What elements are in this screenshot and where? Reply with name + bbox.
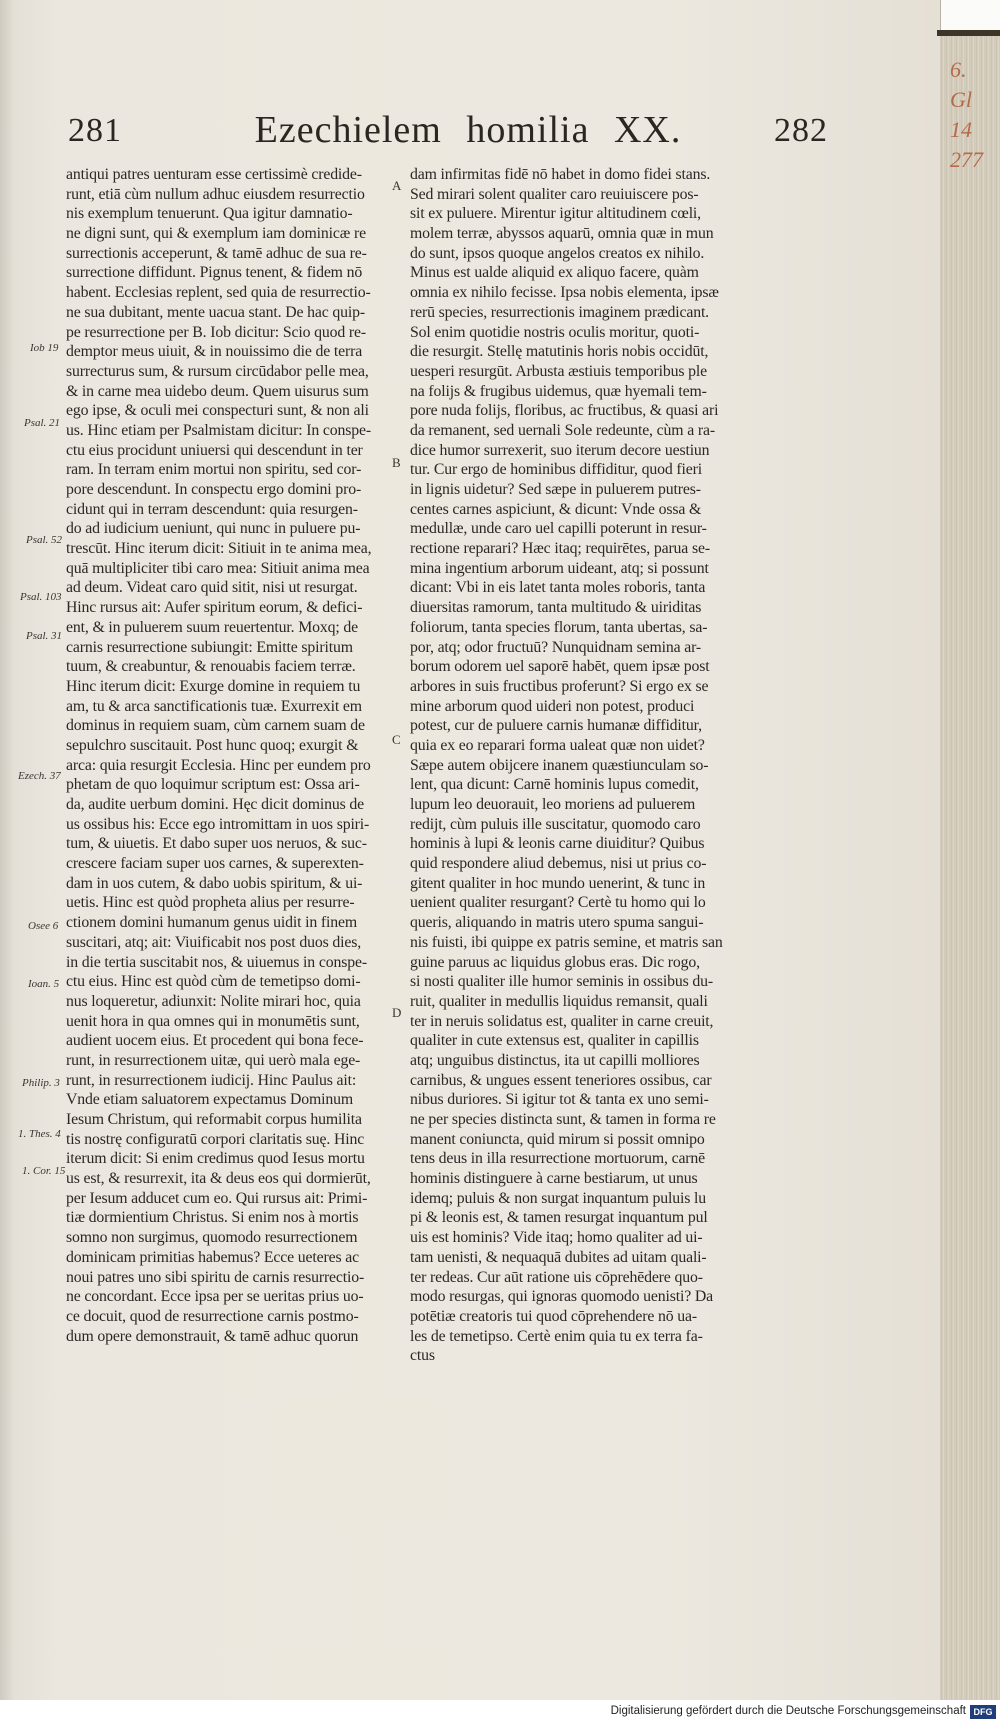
text-line: omnia ex nihilo fecisse. Ipsa nobis elementa, ipsæ (410, 284, 719, 302)
text-line: crescere faciam super uos carnes, & superexten- (66, 855, 364, 873)
text-line: in die tertia suscitabit nos, & uiuemus in conspe- (66, 953, 367, 971)
text-line: ctionem domini humanum genus uidit in finem (66, 914, 358, 932)
text-line: guine paruus ac liquidus globus eras. Dic rogo, (410, 953, 700, 971)
text-line: carnibus, & ungues essent teneriores ossibus, car (410, 1071, 712, 1089)
text-line: Vnde etiam saluatorem expectamus Dominum (66, 1091, 354, 1109)
text-line: tuum, & creabuntur, & renouabis faciem terræ. (66, 658, 356, 676)
margin-note: Ioan. 5 (28, 978, 60, 990)
text-line: modo resurgas, qui ignoras quomodo uenisti? Da (410, 1288, 713, 1306)
text-line: ego ipse, & oculi mei conspecturi sunt, & non ali (66, 402, 369, 420)
text-line: ad deum. Videat caro quid sitit, nisi ut resurgat. (66, 579, 358, 597)
text-line: Hinc iterum dicit: Exurge domine in requiem tu (66, 677, 361, 695)
text-line: dice humor surrexerit, suo iterum decore uestiun (410, 441, 710, 459)
text-line: demptor meus uiuit, & in nouissimo die de terra (66, 343, 363, 361)
text-line: dicant: Vbi in eis latet tanta moles roboris, tanta (410, 579, 706, 597)
text-line: lupum leo deuorauit, leo moriens ad puluerem (410, 796, 696, 813)
text-line: cidunt qui in terram descendunt: quia resurgen- (66, 500, 358, 518)
text-line: arbores in suis fructibus proferunt? Si ergo ex se (410, 677, 709, 695)
funding-credit: Digitalisierung gefördert durch die Deutsche Forschungsgemeinschaft (610, 1705, 966, 1717)
text-line: manent coniuncta, quid mirum si possit omnipo (410, 1130, 705, 1148)
text-line: pi & leonis est, & tamen resurgat inquantum pul (410, 1209, 708, 1227)
text-line: audient uocem eius. Et procedent qui bona fece- (66, 1032, 364, 1050)
text-line: gitent qualiter in hoc mundo uenerint, & tunc in (410, 874, 706, 892)
text-line: ne per species distincta sunt, & tamen in forma re (410, 1111, 716, 1128)
text-line: dum opere demonstrauit, & tamē adhuc quorun (66, 1327, 359, 1345)
text-line: tens deus in illa resurrectione mortuorum, carnē (410, 1150, 706, 1168)
text-line: nus loqueretur, adiunxit: Nolite mirari hoc, quia (66, 992, 361, 1010)
margin-note: 1. Cor. 15 (22, 1165, 66, 1177)
text-line: ter in neruis solidatus est, qualiter in carne creuit, (410, 1012, 714, 1030)
text-line: ctu eius. Hinc est quòd cùm de temetipso domi- (66, 973, 361, 991)
running-header (68, 109, 828, 160)
section-letter: D (392, 1005, 402, 1020)
text-line: potest, cur de puluere carnis humanæ diffiditur, (410, 717, 702, 735)
text-line: arca: quia resurgit Ecclesia. Hinc per eundem pro (66, 756, 371, 774)
text-line: noui patres uno sibi spiritu de carnis resurrectio- (66, 1268, 365, 1286)
text-line: quā multipliciter tibi caro mea: Sitiuit anima mea (66, 559, 370, 577)
text-line: do sunt, ipsos quoque angelos creatos ex nihilo. (410, 244, 705, 262)
text-line: runt, in resurrectionem uitæ, qui uerò mala ege- (66, 1051, 361, 1069)
text-line: am, tu & arca sanctificationis tuæ. Exurrexit em (66, 697, 362, 715)
text-line: surrectionis acceperunt, & tamē adhuc de sua re- (66, 244, 367, 262)
text-line: sepulchro suscitauit. Post hunc quoq; exurgit & (66, 736, 359, 754)
text-line: nis exemplum tenuerunt. Qua igitur damnatio- (66, 205, 353, 223)
text-line: die resurgit. Stellę matutinis horis nobis occidūt, (410, 343, 709, 361)
text-line: les de temetipso. Certè enim quia tu ex terra fa- (410, 1327, 703, 1345)
text-line: habent. Ecclesias replent, sed quia de resurrectio- (66, 284, 371, 302)
page-number-left: 281 (68, 112, 122, 149)
text-line: rectione reparari? Hæc itaq; requirētes, parua se- (410, 540, 710, 558)
left-text-column (66, 165, 384, 1346)
text-line: lent, qua dicunt: Carnē hominis lupus comedit, (410, 776, 699, 794)
margin-note: Psal. 52 (26, 534, 63, 546)
section-letter: C (392, 732, 401, 747)
text-line: mine arborum quod uideri non potest, produci (410, 697, 695, 715)
margin-note: Psal. 21 (24, 417, 61, 429)
text-line: borum odorem uel saporē habēt, quem ipsæ post (410, 658, 710, 676)
text-line: centes carnes aspiciunt, & dicunt: Vnde ossa & (410, 500, 702, 518)
text-line: uetis. Hinc est quòd propheta alius per resurre- (66, 894, 355, 912)
text-line: hominis à lupi & leonis carne diuiditur? Quibus (410, 835, 705, 853)
text-line: uenit hora in qua omnes qui in monumētis sunt, (66, 1012, 360, 1030)
text-line: dominicam primitias habemus? Ecce ueteres ac (66, 1248, 359, 1266)
text-line: foliorum, tanta species florum, tanta ubertas, sa- (410, 618, 708, 636)
text-line: ruit, qualiter in medullis liquidus remansit, quali (410, 992, 708, 1010)
text-line: surrecturus sum, & rursum circūdabor pelle mea, (66, 362, 369, 380)
text-line: pe resurrectione per B. Iob dicitur: Scio quod re- (66, 323, 366, 341)
text-line: Sed mirari solent qualiter caro reuiuiscere pos- (410, 185, 699, 203)
text-line: mina ingentium arborum uideant, atq; si possunt (410, 559, 709, 577)
text-line: tiæ dormientium Christus. Si enim nos à mortis (66, 1209, 359, 1227)
text-line: ne digni sunt, qui & exemplum iam dominicæ re (66, 225, 366, 243)
text-line: ctus (410, 1347, 435, 1365)
text-line: antiqui patres uenturam esse certissimè credide- (66, 166, 362, 183)
margin-note: 1. Thes. 4 (18, 1128, 61, 1140)
text-line: pore descendunt. In conspectu ergo domini pro- (66, 481, 362, 498)
right-text-column (410, 165, 812, 1366)
text-line: in lignis uidetur? Sed sæpe in puluerem putres- (410, 481, 701, 498)
text-line: iterum dicit: Si enim credimus quod Iesus mortu (66, 1150, 365, 1168)
margin-note: Philip. 3 (22, 1077, 60, 1089)
text-line: ne concordant. Ecce ipsa per se ueritas prius uo- (66, 1288, 364, 1306)
text-line: suscitari, atq; ait: Viuificabit nos post duos dies, (66, 933, 362, 951)
text-line: si nosti qualiter ille humor seminis in ossibus du- (410, 973, 714, 991)
text-line: na folijs & frugibus uidemus, quæ hyemali tem- (410, 382, 707, 400)
text-line: qualiter in cute extensus est, qualiter in capillis (410, 1032, 699, 1050)
margin-note: Ezech. 37 (18, 770, 61, 782)
book-fore-edge (940, 30, 1000, 1706)
text-line: sit ex puluere. Mirentur igitur altitudinem cœli, (410, 205, 701, 223)
margin-note: Iob 19 (30, 342, 59, 354)
dfg-logo: DFG (970, 1705, 996, 1719)
text-line: phetam de quo loquimur scriptum est: Ossa ari- (66, 776, 360, 794)
text-line: us est, & resurrexit, ita & deus eos qui dormierūt, (66, 1170, 371, 1188)
text-line: ram. In terram enim mortui non spiritu, sed cor- (66, 461, 362, 479)
handwritten-marginalia: 6. Gl 14 277 (950, 57, 983, 172)
text-line: & in carne mea uidebo deum. Quem uisurus sum (66, 382, 369, 400)
text-line: queris, aliquando in matris utero spuma sangui- (410, 914, 704, 932)
text-line: ctu eius procidunt uniuersi qui descendunt in ter (66, 441, 363, 459)
text-line: Sol enim quotidie nostris oculis moritur, quoti- (410, 323, 700, 341)
text-line: uenient qualiter resurgant? Certè tu homo qui lo (410, 894, 706, 912)
text-line: trescūt. Hinc iterum dicit: Sitiuit in te anima mea, (66, 540, 372, 558)
text-line: quia ex eo reparari forma ualeat quæ non uidet? (410, 736, 705, 754)
margin-note: Psal. 31 (26, 630, 63, 642)
text-line: tis nostrę configuratū corpori claritatis suę. Hinc (66, 1130, 365, 1148)
text-line: uis est hominis? Vide itaq; homo qualiter ad ui- (410, 1229, 703, 1247)
text-line: diuersitas ramorum, tanta multitudo & uiriditas (410, 599, 702, 617)
text-line: tur. Cur ergo de hominibus diffiditur, quod fieri (410, 461, 702, 479)
text-line: do ad iudicium ueniunt, qui nunc in puluere pu- (66, 520, 361, 538)
text-line: pore nuda folijs, floribus, ac fructibus, & quasi ari (410, 402, 719, 420)
text-line: tam uenisti, & nequaquā dubites ad uitam quali- (410, 1248, 707, 1266)
text-line: surrectione diffidunt. Pignus tenent, & fidem nō (66, 264, 363, 282)
page-number-right: 282 (774, 112, 828, 149)
text-line: ent, & in puluerem suum reuertentur. Moxq; de (66, 618, 359, 636)
text-line: potētiæ creatoris tui quod cōprehendere nō ua- (410, 1307, 697, 1325)
text-line: da, audite uerbum domini. Hęc dicit dominus de (66, 796, 365, 813)
text-line: molem terræ, abyssos aquarū, omnia quæ in mun (410, 225, 714, 243)
text-line: da remanent, sed uernali Sole redeunte, cùm a ra- (410, 421, 715, 439)
text-line: atq; unguibus distinctus, ita ut capilli molliores (410, 1051, 700, 1069)
text-line: Minus est ualde aliquid ex aliquo facere, quàm (410, 264, 699, 282)
text-line: redijt, cùm puluis ille suscitatur, quomodo caro (410, 815, 701, 833)
text-line: dam infirmitas fidē nō habet in domo fidei stans. (410, 166, 711, 183)
text-line: Sæpe autem obijcere inanem quæstiunculam so- (410, 756, 709, 774)
text-line: Iesum Christum, qui reformabit corpus humilita (66, 1111, 362, 1128)
text-line: dominus in requiem suam, cùm carnem suam de (66, 717, 365, 735)
text-line: hominis distinguere à carne bestiarum, ut unus (410, 1170, 698, 1188)
text-line: uesperi resurgūt. Arbusta æstiuis temporibus ple (410, 362, 708, 380)
text-line: runt, in resurrectionem iudicij. Hinc Paulus ait: (66, 1071, 357, 1089)
text-line: runt, etiā cùm nullum adhuc eiusdem resurrectio (66, 185, 365, 203)
text-line: idemq; puluis & non surgat inquantum puluis lu (410, 1189, 707, 1207)
running-title: Ezechielem homilia XX. (254, 109, 682, 151)
text-line: Hinc rursus ait: Aufer spiritum eorum, & defici- (66, 599, 363, 617)
text-line: per Iesum adducet cum eo. Qui rursus ait: Primi- (66, 1189, 368, 1207)
text-line: carnis resurrectione subiungit: Emitte spiritum (66, 638, 353, 656)
text-line: ne sua dubitant, mente uacua stant. De hac quip- (66, 303, 365, 321)
text-line: somno non surgimus, quomodo resurrectionem (66, 1229, 358, 1247)
section-letter: A (392, 178, 402, 193)
text-line: medullæ, unde caro uel capilli poterunt in resur- (410, 520, 707, 538)
margin-note: Psal. 103 (20, 591, 62, 603)
text-line: nis fuisti, ibi quippe ex patris semine, et matris san (410, 933, 723, 951)
text-line: tum, & uiuetis. Et dabo super uos neruos, & suc- (66, 835, 367, 853)
section-letter: B (392, 455, 401, 470)
text-line: rerū species, resurrectionis imaginem prædicant. (410, 303, 709, 321)
digitization-footer (0, 1700, 1000, 1726)
margin-note: Osee 6 (28, 920, 59, 932)
text-line: us ossibus his: Ecce ego intromittam in uos spiri- (66, 815, 370, 833)
text-line: ter redeas. Cur aūt ratione uis cōprehēdere quo- (410, 1268, 703, 1286)
text-line: nibus duriores. Si igitur tot & tanta ex uno semi- (410, 1091, 709, 1109)
text-line: ce docuit, quod de resurrectione carnis postmo- (66, 1307, 359, 1325)
text-line: us. Hinc etiam per Psalmistam dicitur: In conspe- (66, 421, 372, 439)
text-line: quid respondere aliud debemus, nisi ut prius co- (410, 855, 707, 873)
text-line: por, atq; odor fructuū? Nunquidnam semina ar- (410, 638, 702, 656)
text-line: dam in uos cutem, & dabo uobis spiritum, & ui- (66, 874, 363, 892)
